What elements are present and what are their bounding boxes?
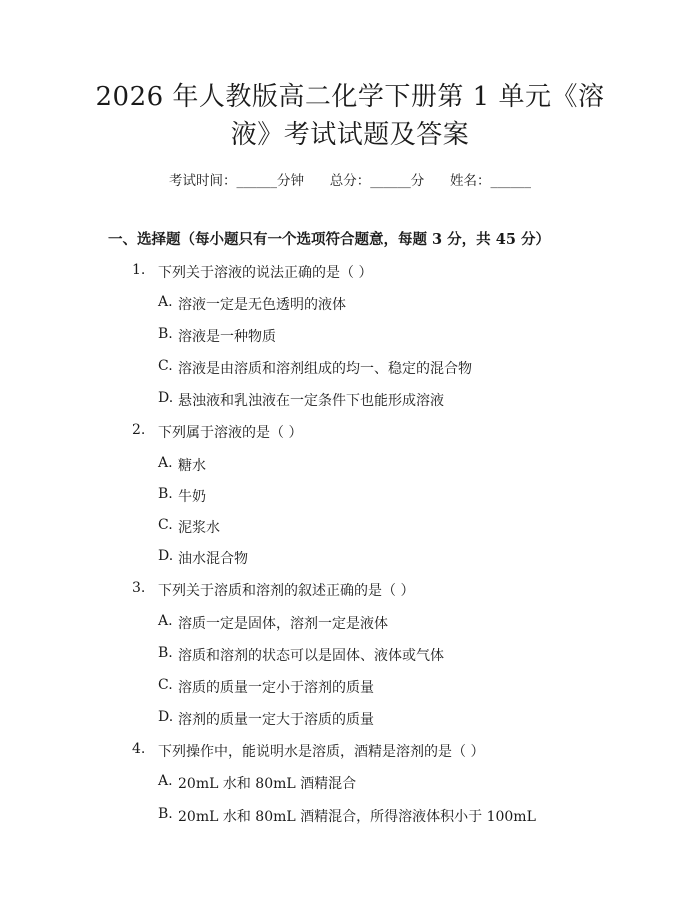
option-text: 牛奶 <box>178 489 206 505</box>
option-letter: A. <box>158 294 173 310</box>
exam-info-line: 考试时间：______分钟 总分：______分 姓名：______ <box>169 173 531 189</box>
option-letter: B. <box>158 645 173 661</box>
question-text: 下列操作中，能说明水是溶质，酒精是溶剂的是（ ） <box>158 744 485 760</box>
title-line-2: 液》考试试题及答案 <box>230 120 470 150</box>
option-text: 溶质的质量一定小于溶剂的质量 <box>178 680 374 696</box>
option-text: 溶质和溶剂的状态可以是固体、液体或气体 <box>178 648 444 664</box>
option-text: 溶质一定是固体，溶剂一定是液体 <box>178 616 388 632</box>
option-text: 悬浊液和乳浊液在一定条件下也能形成溶液 <box>178 393 444 409</box>
section-heading-choice: 一、选择题（每小题只有一个选项符合题意，每题 3 分，共 45 分） <box>108 231 550 248</box>
question-text: 下列关于溶液的说法正确的是（ ） <box>158 265 373 281</box>
option-letter: D. <box>158 548 174 564</box>
option-letter: C. <box>158 358 173 374</box>
option-text: 溶液是由溶质和溶剂组成的均一、稳定的混合物 <box>178 361 472 377</box>
option-letter: C. <box>158 677 173 693</box>
question-number: 1. <box>132 262 146 278</box>
option-letter: B. <box>158 486 173 502</box>
question-text: 下列关于溶质和溶剂的叙述正确的是（ ） <box>158 583 415 599</box>
question-text: 下列属于溶液的是（ ） <box>158 425 303 441</box>
option-letter: B. <box>158 326 173 342</box>
option-text: 糖水 <box>178 458 206 474</box>
option-letter: A. <box>158 613 173 629</box>
option-letter: A. <box>158 455 173 471</box>
option-text: 溶剂的质量一定大于溶质的质量 <box>178 712 374 728</box>
document-title <box>90 78 610 154</box>
option-letter: A. <box>158 773 173 789</box>
option-text: 20mL 水和 80mL 酒精混合，所得溶液体积小于 100mL <box>178 809 536 825</box>
option-letter: D. <box>158 390 174 406</box>
option-text: 溶液是一种物质 <box>178 329 276 345</box>
option-letter: D. <box>158 709 174 725</box>
question-number: 4. <box>132 741 146 757</box>
option-text: 20mL 水和 80mL 酒精混合 <box>178 776 357 792</box>
title-line-1: 2026 年人教版高二化学下册第 1 单元《溶 <box>95 82 605 112</box>
question-number: 3. <box>132 580 146 596</box>
option-letter: C. <box>158 517 173 533</box>
option-letter: B. <box>158 806 173 822</box>
option-text: 油水混合物 <box>178 551 248 567</box>
option-text: 泥浆水 <box>178 520 220 536</box>
question-number: 2. <box>132 422 146 438</box>
option-text: 溶液一定是无色透明的液体 <box>178 297 346 313</box>
